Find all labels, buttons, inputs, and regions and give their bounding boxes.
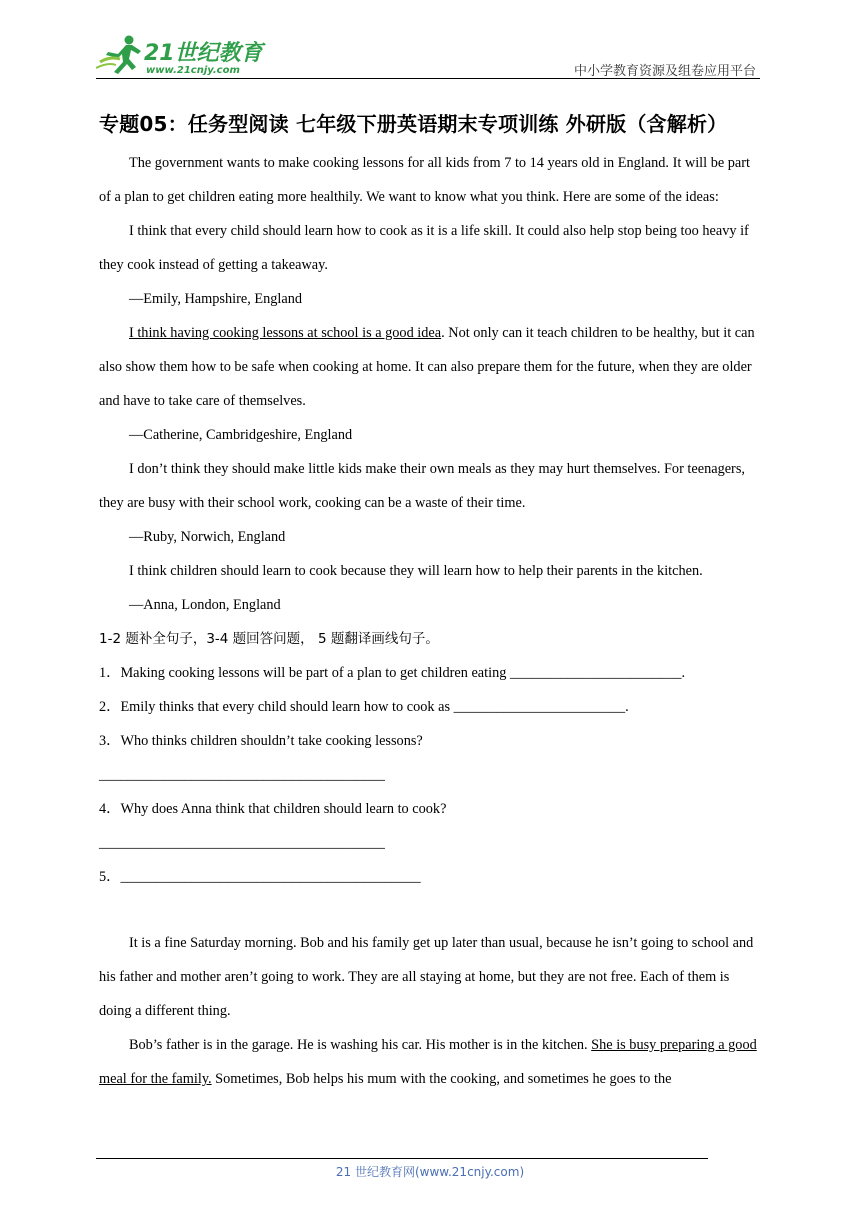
passage1-paragraph-4: I don’t think they should make little kids make their own meals as they may hurt themselves. For teenagers, they are busy with their school work, cooking can be a waste of their time. bbox=[99, 461, 745, 511]
svg-text:21世纪教育: 21世纪教育 bbox=[144, 41, 263, 66]
passage1-paragraph-2: I think that every child should learn how to cook as it is a life skill. It could also help stop being too heavy if they cook instead of getting a takeaway. bbox=[99, 223, 749, 273]
answer-line-4: ________________________________________ bbox=[99, 835, 385, 851]
passage1-paragraph-1: The government wants to make cooking lessons for all kids from 7 to 14 years old in England. It will be part of a plan to get children eating more healthily. We want to know what you think. Here are some of the ideas: bbox=[99, 155, 750, 205]
section-gap bbox=[99, 894, 764, 926]
signature-emily: —Emily, Hampshire, England bbox=[129, 291, 302, 307]
signature-ruby: —Ruby, Norwich, England bbox=[129, 529, 286, 545]
underlined-sentence-2: She is busy preparing a good meal for the family. bbox=[99, 1037, 757, 1087]
signature-catherine: —Catherine, Cambridgeshire, England bbox=[129, 427, 353, 443]
passage2-paragraph-1: It is a fine Saturday morning. Bob and his family get up later than usual, because he isn’t going to school and his father and mother aren’t going to work. They are all staying at home, but they are not free. Each of them is doing a different thing. bbox=[99, 935, 754, 1019]
answer-line-3: ________________________________________ bbox=[99, 767, 385, 783]
page-title: 专题05：任务型阅读 七年级下册英语期末专项训练 外研版（含解析） bbox=[99, 112, 728, 136]
document-body bbox=[99, 146, 764, 1096]
question-3: 3．Who thinks children shouldn’t take cooking lessons? bbox=[99, 733, 423, 749]
question-1: 1．Making cooking lessons will be part of a plan to get children eating ________________________. bbox=[99, 665, 686, 681]
footer-divider bbox=[96, 1158, 708, 1159]
runner-logo-icon bbox=[96, 34, 266, 76]
footer-link[interactable]: 21 世纪教育网(www.21cnjy.com) bbox=[335, 1165, 525, 1179]
paragraph-2-rest: Sometimes, Bob helps his mum with the cooking, and sometimes he goes to the bbox=[211, 1071, 672, 1087]
signature-anna: —Anna, London, England bbox=[129, 597, 281, 613]
passage1-paragraph-5: I think children should learn to cook because they will learn how to help their parents in the kitchen. bbox=[129, 563, 703, 579]
question-4: 4．Why does Anna think that children should learn to cook? bbox=[99, 801, 447, 817]
underlined-sentence-1: I think having cooking lessons at school is a good idea bbox=[129, 325, 442, 341]
passage2-paragraph-2 bbox=[99, 1028, 764, 1096]
question-2: 2．Emily thinks that every child should learn how to cook as ________________________. bbox=[99, 699, 629, 715]
paragraph-3-rest: . Not only can it teach children to be healthy, but it can also show them how to be safe when cooking at home. It can also prepare them for the future, when they are older and have to take care of themselves. bbox=[99, 325, 755, 409]
header-divider bbox=[96, 78, 760, 79]
instructions: 1-2 题补全句子，3-4 题回答问题， 5 题翻译画线句子。 bbox=[99, 631, 439, 647]
passage1-paragraph-3 bbox=[99, 316, 764, 418]
question-5: 5．__________________________________________ bbox=[99, 869, 421, 885]
paragraph-2-start: Bob’s father is in the garage. He is washing his car. His mother is in the kitchen. bbox=[129, 1037, 592, 1053]
svg-text:www.21cnjy.com: www.21cnjy.com bbox=[146, 65, 240, 76]
header-platform-text: 中小学教育资源及组卷应用平台 bbox=[573, 64, 756, 79]
site-logo[interactable] bbox=[96, 34, 266, 76]
